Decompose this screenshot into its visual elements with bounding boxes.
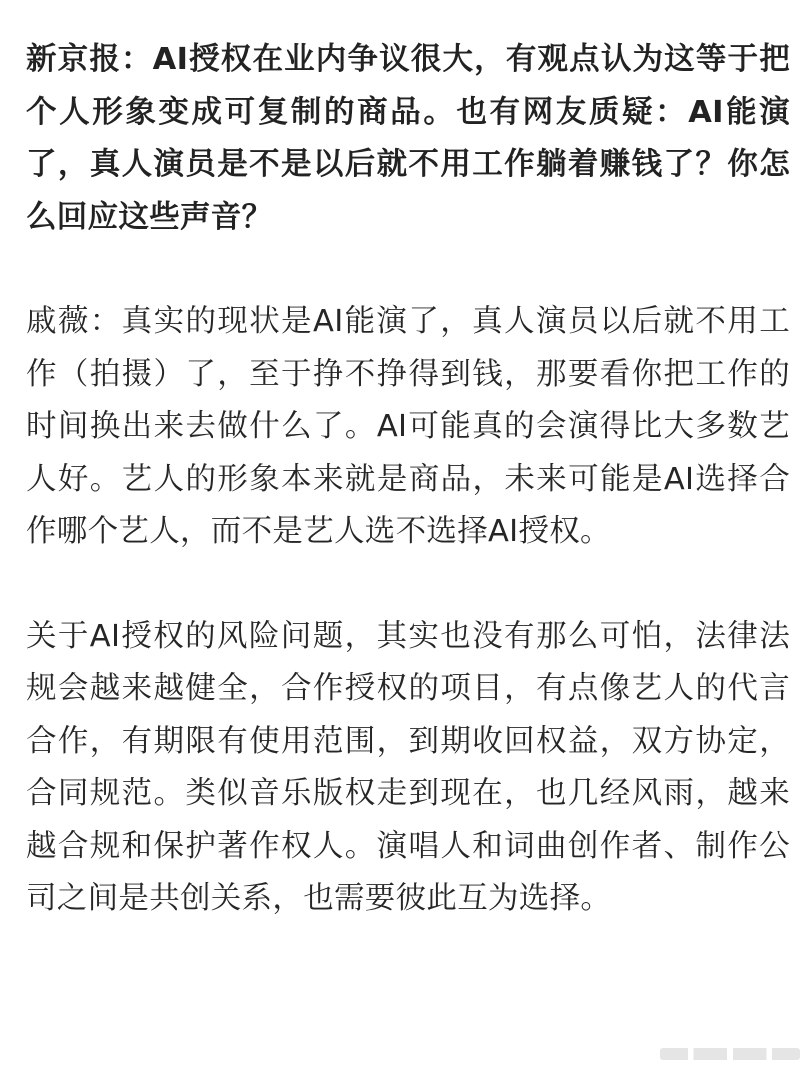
interview-answer-paragraph-1: 戚薇：真实的现状是AI能演了，真人演员以后就不用工作（拍摄）了，至于挣不挣得到钱，那要看你把工作的时间换出来去做什么了。AI可能真的会演得比大多数艺人好。艺人的形象本来就是商品，未来可能是AI选择合作哪个艺人，而不是艺人选不选择AI授权。 — [26, 304, 790, 549]
watermark-graphic — [660, 1048, 800, 1060]
interview-answer-paragraph-2: 关于AI授权的风险问题，其实也没有那么可怕，法律法规会越来越健全，合作授权的项目，有点像艺人的代言合作，有期限有使用范围，到期收回权益，双方协定，合同规范。类似音乐版权走到现在，也几经风雨，越来越合规和保护著作权人。演唱人和词曲创作者、制作公司之间是共创关系，也需要彼此互为选择。 — [26, 618, 790, 916]
watermark — [660, 1044, 800, 1064]
article-body — [26, 34, 790, 926]
interview-question: 新京报：AI授权在业内争议很大，有观点认为这等于把个人形象变成可复制的商品。也有网友质疑：AI能演了，真人演员是不是以后就不用工作躺着赚钱了？你怎么回应这些声音？ — [26, 42, 790, 235]
paragraph-spacer — [26, 244, 790, 296]
paragraph-spacer — [26, 559, 790, 611]
